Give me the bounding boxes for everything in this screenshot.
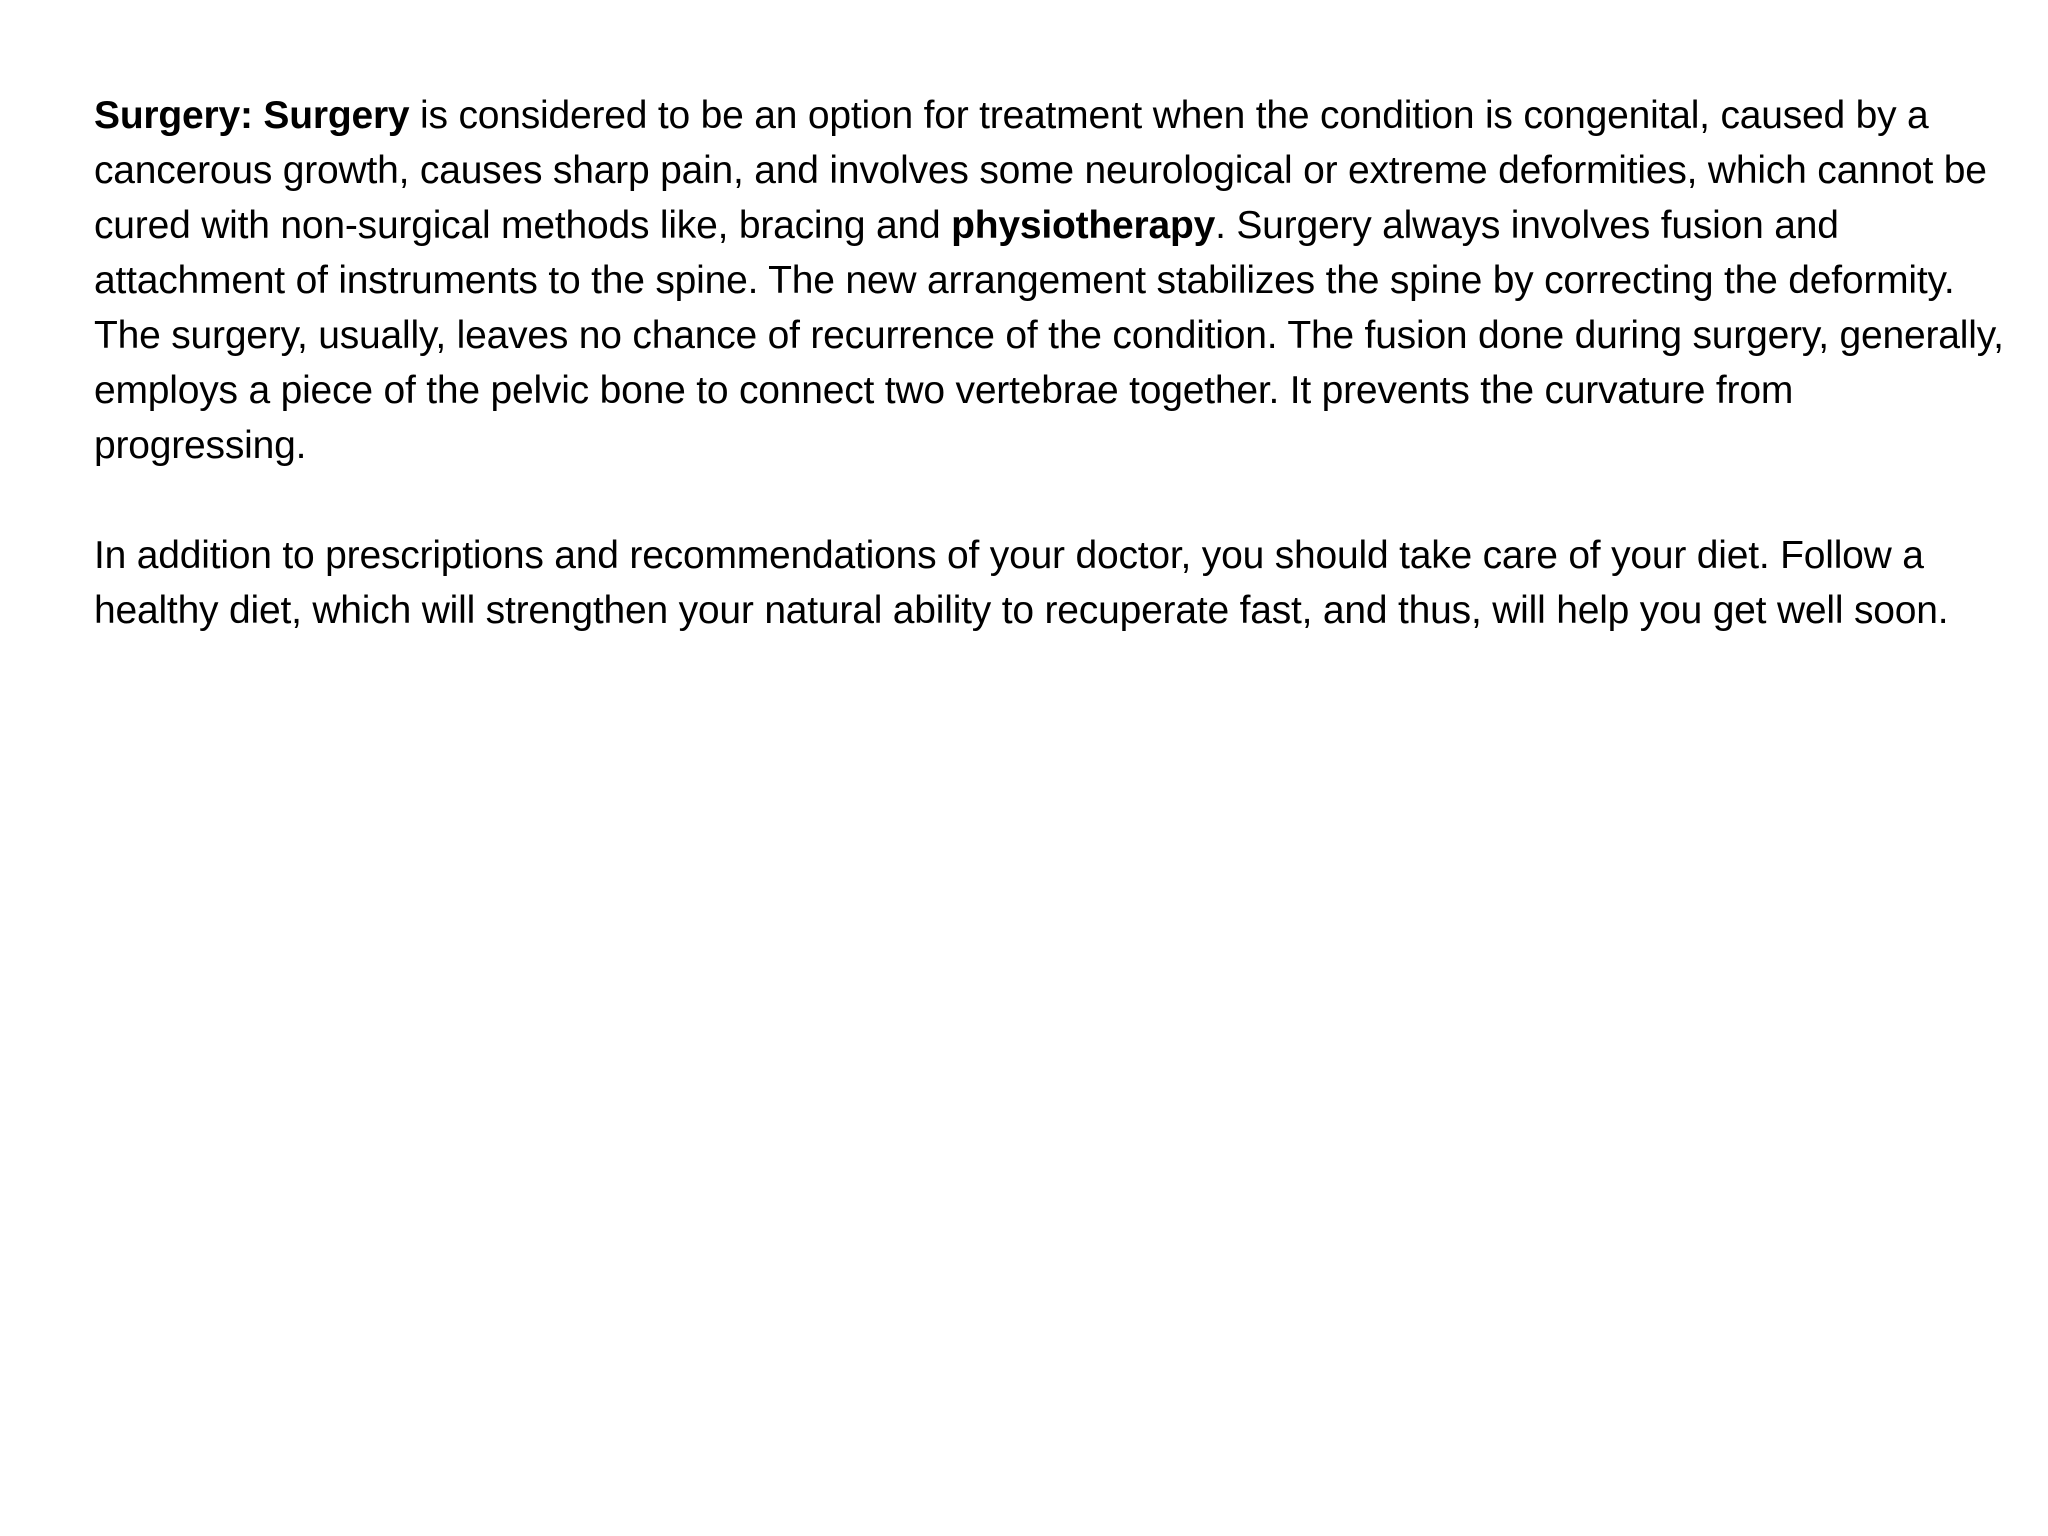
- surgery-text-part2: . Surgery always involves fusion and attachment of instruments to the spine. The new arrangement stabilizes the spine by correcting the deformity. The surgery, usually, leaves no chance of recurrence of the condition. The fusion done during surgery, generally, employs a piece of the pelvic bone to connect two vertebrae together. It prevents the curvature from progressing.: [94, 204, 2004, 467]
- document-page: [94, 88, 2014, 638]
- paragraph-diet: [94, 528, 2014, 638]
- diet-text: In addition to prescriptions and recommendations of your doctor, you should take care of your diet. Follow a healthy diet, which will strengthen your natural ability to recuperate fast, and thus, will help you get well soon.: [94, 534, 1949, 632]
- physiotherapy-term: physiotherapy: [951, 204, 1216, 247]
- paragraph-surgery: [94, 88, 2014, 473]
- surgery-text-part1: is considered to be an option for treatment when the condition is congenital, caused by a cancerous growth, causes sharp pain, and involves some neurological or extreme deformities, which cannot be cured with non-surgical methods like, bracing and: [94, 94, 1987, 247]
- surgery-heading: Surgery: Surgery: [94, 94, 410, 137]
